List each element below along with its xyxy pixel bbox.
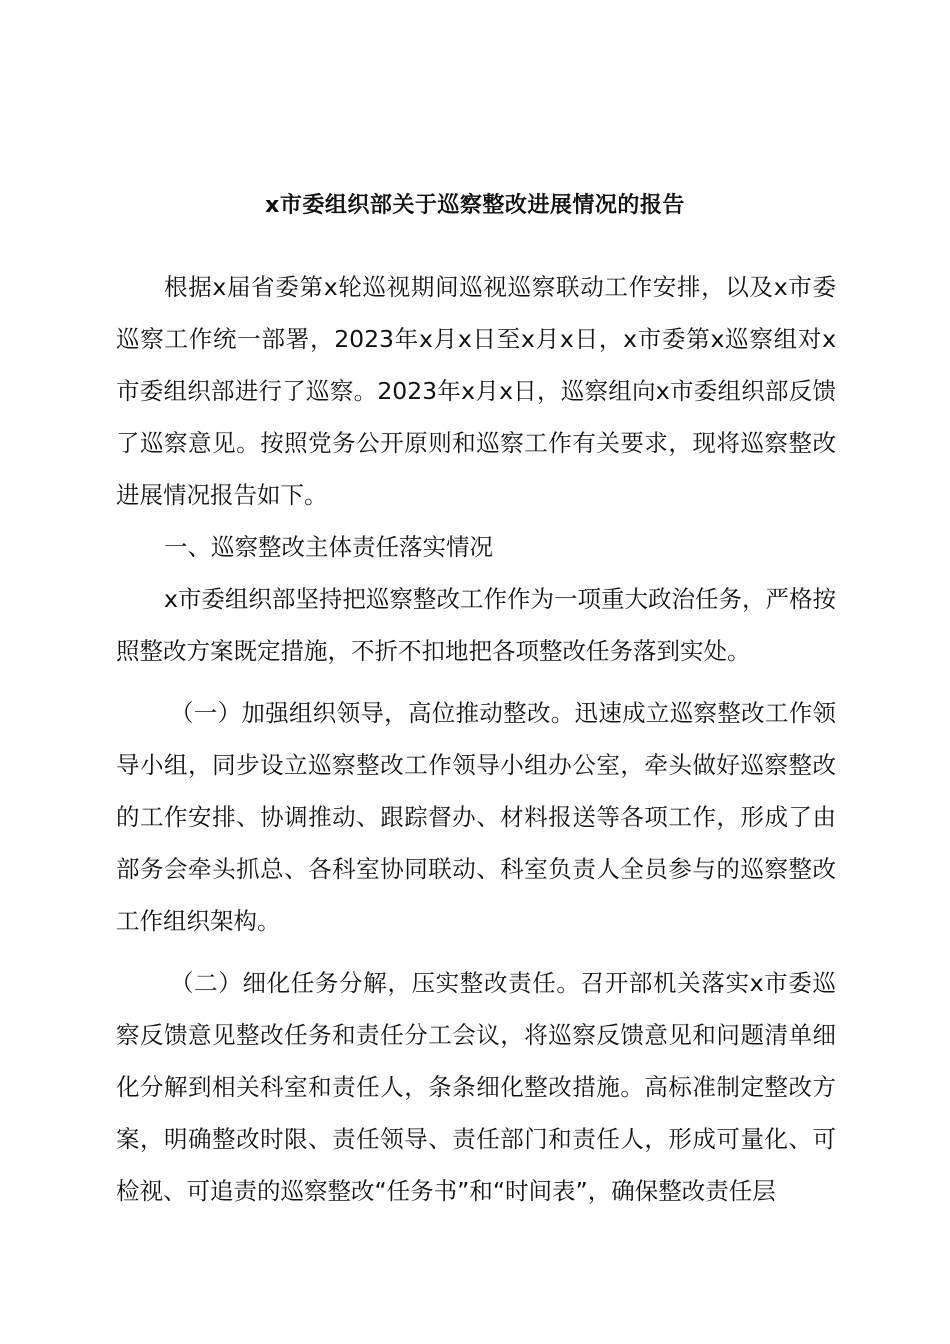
paragraph-item-1: （一）加强组织领导，高位推动整改。迅速成立巡察整改工作领导小组，同步设立巡察整改工作领导小组办公室，牵头做好巡察整改的工作安排、协调推动、跟踪督办、材料报送等各项工作，形成了由部务会牵头抓总、各科室协同联动、科室负责人全员参与的巡察整改工作组织架构。 [116, 699, 836, 935]
paragraph-section-body: x市委组织部坚持把巡察整改工作作为一项重大政治任务，严格按照整改方案既定措施，不折不扣地把各项整改任务落到实处。 [116, 585, 836, 665]
document-body [116, 261, 836, 1217]
section-heading: 一、巡察整改主体责任落实情况 [164, 533, 493, 561]
paragraph-intro: 根据x届省委第x轮巡视期间巡视巡察联动工作安排，以及x市委巡察工作统一部署，2023年x月x日至x月x日，x市委第x巡察组对x市委组织部进行了巡察。2023年x月x日，巡察组向x市委组织部反馈了巡察意见。按照党务公开原则和巡察工作有关要求，现将巡察整改进展情况报告如下。 [116, 273, 836, 509]
document-title: x市委组织部关于巡察整改进展情况的报告 [265, 193, 685, 218]
paragraph-item-2: （二）细化任务分解，压实整改责任。召开部机关落实x市委巡察反馈意见整改任务和责任分工会议，将巡察反馈意见和问题清单细化分解到相关科室和责任人，条条细化整改措施。高标准制定整改方案，明确整改时限、责任领导、责任部门和责任人，形成可量化、可检视、可追责的巡察整改“任务书”和“时间表”，确保整改责任层 [116, 969, 836, 1205]
